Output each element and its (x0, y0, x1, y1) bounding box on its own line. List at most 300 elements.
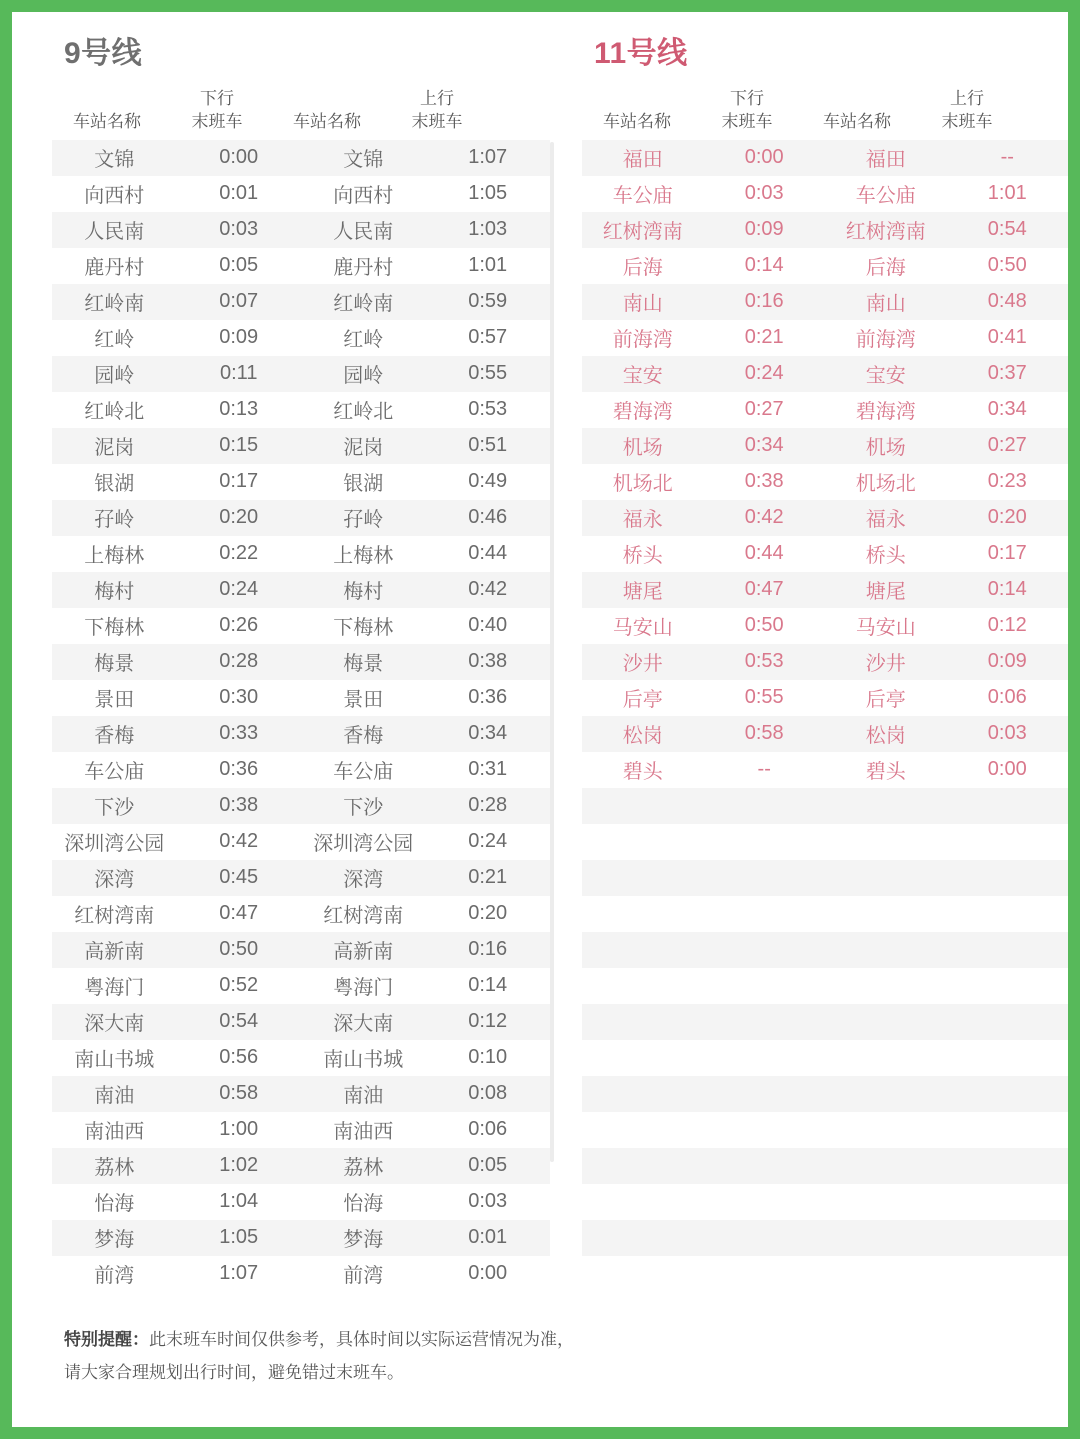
empty-cell (825, 1184, 947, 1220)
line-9-table (52, 140, 550, 1292)
empty-cell (703, 1184, 825, 1220)
empty-cell (703, 860, 825, 896)
line-9-block (12, 12, 550, 1292)
table-row (52, 896, 550, 932)
table-row (52, 284, 550, 320)
table-row (582, 284, 1068, 320)
station-name-down: 粤海门 (84, 977, 145, 1000)
last-train-down: 0:00 (744, 146, 784, 169)
station-name-down: 人民南 (84, 221, 145, 244)
last-train-up: 0:08 (468, 1082, 508, 1105)
table-row (582, 212, 1068, 248)
station-name-down: 后亭 (622, 689, 663, 712)
empty-cell (582, 788, 704, 824)
last-train-up: 0:38 (468, 650, 508, 673)
empty-cell (825, 860, 947, 896)
last-train-up: 0:54 (987, 218, 1027, 241)
last-train-down: 0:24 (219, 578, 259, 601)
table-row (52, 608, 550, 644)
last-train-down: 1:05 (219, 1226, 259, 1249)
last-train-up: 0:17 (987, 542, 1027, 565)
last-train-down: 0:14 (744, 254, 784, 277)
table-row (52, 1004, 550, 1040)
last-train-up: 0:06 (987, 686, 1027, 709)
empty-cell (703, 968, 825, 1004)
last-train-down: 0:30 (219, 686, 259, 709)
station-name-up: 松岗 (865, 725, 906, 748)
station-name-up: 粤海门 (333, 977, 394, 1000)
table-row (52, 320, 550, 356)
last-train-down: 0:21 (744, 326, 784, 349)
footer-note (64, 1324, 574, 1389)
line-11-title: 11号线 (593, 37, 688, 70)
station-name-up: 福田 (865, 149, 906, 172)
last-train-down: 0:13 (219, 398, 259, 421)
station-name-up: 碧海湾 (855, 401, 916, 424)
table-row-empty (582, 1076, 1068, 1112)
footer-text-1: 此末班车时间仅供参考，具体时间以实际运营情况为准， (149, 1330, 574, 1350)
last-train-down: 0:42 (744, 506, 784, 529)
empty-cell (703, 788, 825, 824)
line-11-down-lastlabel: 末班车 (721, 111, 773, 131)
last-train-up: 0:16 (468, 938, 508, 961)
empty-cell (825, 1112, 947, 1148)
table-row-empty (582, 788, 1068, 824)
station-name-up: 塘尾 (865, 581, 906, 604)
table-row-empty (582, 860, 1068, 896)
table-row (582, 176, 1068, 212)
empty-cell (946, 1184, 1068, 1220)
table-row (52, 788, 550, 824)
station-name-up: 梦海 (343, 1229, 384, 1252)
station-name-down: 南山书城 (74, 1049, 155, 1072)
station-name-down: 荔林 (94, 1157, 135, 1180)
table-row (52, 140, 550, 176)
station-name-up: 上梅林 (333, 545, 394, 568)
table-row (582, 536, 1068, 572)
station-name-down: 园岭 (94, 365, 135, 388)
timetable-columns (12, 12, 1068, 1292)
table-row (582, 608, 1068, 644)
station-name-down: 红岭南 (84, 293, 145, 316)
station-name-down: 深圳湾公园 (64, 833, 165, 856)
last-train-up: 1:01 (468, 254, 508, 277)
empty-cell (825, 824, 947, 860)
last-train-up: 0:03 (987, 722, 1027, 745)
station-name-down: 下梅林 (84, 617, 145, 640)
empty-cell (582, 860, 704, 896)
station-name-up: 机场北 (855, 473, 916, 496)
last-train-down: 0:58 (219, 1082, 259, 1105)
station-name-down: 南油 (94, 1085, 135, 1108)
empty-cell (825, 1220, 947, 1256)
last-train-down: 0:00 (219, 146, 259, 169)
line-11-header-station-down: 车站名称 (602, 111, 671, 131)
empty-cell (582, 1076, 704, 1112)
station-name-up: 南油西 (333, 1121, 394, 1144)
last-train-down: 1:00 (219, 1118, 259, 1141)
table-row (582, 392, 1068, 428)
last-train-down: 0:34 (744, 434, 784, 457)
last-train-up: 0:41 (987, 326, 1027, 349)
last-train-up: 0:06 (468, 1118, 508, 1141)
station-name-down: 碧海湾 (612, 401, 673, 424)
last-train-up: 0:05 (468, 1154, 508, 1177)
station-name-up: 荔林 (343, 1157, 384, 1180)
empty-cell (582, 896, 704, 932)
last-train-up: 0:40 (468, 614, 508, 637)
last-train-down: 0:47 (744, 578, 784, 601)
station-name-down: 机场北 (612, 473, 673, 496)
table-row (582, 248, 1068, 284)
empty-cell (946, 1148, 1068, 1184)
station-name-down: 马安山 (612, 617, 673, 640)
last-train-down: -- (757, 758, 771, 781)
station-name-down: 宝安 (622, 365, 663, 388)
empty-cell (825, 1004, 947, 1040)
table-row (52, 1076, 550, 1112)
last-train-up: 0:24 (468, 830, 508, 853)
station-name-up: 前海湾 (855, 329, 916, 352)
empty-cell (946, 1076, 1068, 1112)
last-train-down: 0:09 (219, 326, 259, 349)
last-train-up: 0:10 (468, 1046, 508, 1069)
station-name-up: 深大南 (333, 1013, 394, 1036)
last-train-up: 0:23 (987, 470, 1027, 493)
empty-cell (582, 968, 704, 1004)
table-row (52, 1148, 550, 1184)
station-name-down: 泥岗 (94, 437, 135, 460)
station-name-down: 车公庙 (84, 761, 145, 784)
table-row (582, 572, 1068, 608)
table-row (52, 716, 550, 752)
empty-cell (703, 1076, 825, 1112)
empty-cell (703, 824, 825, 860)
last-train-up: 0:46 (468, 506, 508, 529)
last-train-down: 0:54 (219, 1010, 259, 1033)
last-train-down: 0:52 (219, 974, 259, 997)
last-train-up: 0:20 (468, 902, 508, 925)
station-name-down: 向西村 (84, 185, 145, 208)
empty-cell (703, 1040, 825, 1076)
table-row (52, 680, 550, 716)
last-train-up: 0:31 (468, 758, 508, 781)
table-row-empty (582, 1184, 1068, 1220)
station-name-down: 上梅林 (84, 545, 145, 568)
table-row-empty (582, 1220, 1068, 1256)
station-name-up: 香梅 (343, 725, 384, 748)
line-9-title: 9号线 (64, 37, 143, 70)
last-train-up: 0:48 (987, 290, 1027, 313)
table-row-empty (582, 968, 1068, 1004)
station-name-down: 机场 (622, 437, 663, 460)
last-train-up: 0:59 (468, 290, 508, 313)
station-name-up: 红树湾南 (845, 221, 926, 244)
table-row (52, 968, 550, 1004)
table-row (52, 464, 550, 500)
empty-cell (582, 1004, 704, 1040)
last-train-up: 0:01 (468, 1226, 508, 1249)
empty-cell (582, 1220, 704, 1256)
table-row (52, 1040, 550, 1076)
table-row (52, 536, 550, 572)
station-name-up: 深湾 (343, 869, 384, 892)
last-train-down: 0:53 (744, 650, 784, 673)
last-train-up: 0:55 (468, 362, 508, 385)
station-name-down: 松岗 (622, 725, 663, 748)
table-row (52, 176, 550, 212)
line-9-down-lastlabel: 末班车 (191, 111, 243, 131)
table-row (52, 824, 550, 860)
empty-cell (946, 896, 1068, 932)
line-11-up-direction: 上行 (949, 89, 984, 108)
line-9-header-down (162, 88, 272, 134)
empty-cell (946, 1040, 1068, 1076)
last-train-down: 0:22 (219, 542, 259, 565)
last-train-down: 0:05 (219, 254, 259, 277)
last-train-up: 0:36 (468, 686, 508, 709)
table-row (582, 680, 1068, 716)
station-name-up: 红岭北 (333, 401, 394, 424)
empty-cell (825, 1040, 947, 1076)
empty-cell (946, 968, 1068, 1004)
station-name-up: 沙井 (865, 653, 906, 676)
last-train-down: 0:42 (219, 830, 259, 853)
line-9-header-station-up: 车站名称 (293, 111, 361, 131)
empty-cell (703, 1220, 825, 1256)
last-train-down: 0:26 (219, 614, 259, 637)
table-row (582, 752, 1068, 788)
station-name-down: 前湾 (94, 1265, 135, 1288)
station-name-down: 高新南 (84, 941, 145, 964)
footer-label: 特别提醒： (64, 1330, 149, 1350)
last-train-down: 0:27 (744, 398, 784, 421)
last-train-down: 0:38 (219, 794, 259, 817)
station-name-up: 后亭 (865, 689, 906, 712)
last-train-down: 0:15 (219, 434, 259, 457)
station-name-down: 碧头 (622, 761, 663, 784)
last-train-up: 0:50 (987, 254, 1027, 277)
last-train-down: 0:07 (219, 290, 259, 313)
line-9-down-direction: 下行 (200, 89, 234, 108)
last-train-down: 0:09 (744, 218, 784, 241)
station-name-up: 深圳湾公园 (313, 833, 414, 856)
table-row (52, 860, 550, 896)
table-row (52, 392, 550, 428)
table-row-empty (582, 932, 1068, 968)
last-train-up: 0:37 (987, 362, 1027, 385)
station-name-up: 机场 (865, 437, 906, 460)
station-name-up: 后海 (865, 257, 906, 280)
station-name-down: 梅村 (94, 581, 135, 604)
station-name-up: 红岭南 (333, 293, 394, 316)
table-row (52, 356, 550, 392)
last-train-down: 1:02 (219, 1154, 259, 1177)
table-row (52, 932, 550, 968)
station-name-up: 红树湾南 (323, 905, 404, 928)
line-9-header-station-down: 车站名称 (73, 111, 141, 131)
table-row (582, 140, 1068, 176)
empty-cell (825, 788, 947, 824)
last-train-down: 0:55 (744, 686, 784, 709)
table-row (52, 1112, 550, 1148)
last-train-down: 0:01 (219, 182, 259, 205)
station-name-up: 怡海 (343, 1193, 384, 1216)
empty-cell (582, 932, 704, 968)
station-name-up: 车公庙 (333, 761, 394, 784)
line-11-header-station-up: 车站名称 (822, 111, 891, 131)
station-name-down: 红树湾南 (74, 905, 155, 928)
empty-cell (582, 1184, 704, 1220)
last-train-up: 0:42 (468, 578, 508, 601)
line-11-header-down (692, 88, 802, 134)
line-11-header-row (582, 80, 1068, 140)
empty-cell (582, 1112, 704, 1148)
last-train-down: 0:58 (744, 722, 784, 745)
empty-cell (946, 1004, 1068, 1040)
station-name-up: 碧头 (865, 761, 906, 784)
station-name-up: 文锦 (343, 149, 384, 172)
last-train-up: 0:53 (468, 398, 508, 421)
station-name-up: 鹿丹村 (333, 257, 394, 280)
table-row (582, 428, 1068, 464)
last-train-down: 0:17 (219, 470, 259, 493)
empty-cell (946, 860, 1068, 896)
last-train-up: 0:49 (468, 470, 508, 493)
empty-cell (582, 1148, 704, 1184)
station-name-down: 文锦 (94, 149, 135, 172)
station-name-down: 福永 (622, 509, 663, 532)
table-row-empty (582, 1112, 1068, 1148)
last-train-up: 0:34 (468, 722, 508, 745)
last-train-up: -- (1000, 146, 1014, 169)
empty-cell (825, 932, 947, 968)
table-row (52, 572, 550, 608)
station-name-down: 景田 (94, 689, 135, 712)
station-name-down: 深湾 (94, 869, 135, 892)
station-name-down: 孖岭 (94, 509, 135, 532)
empty-cell (703, 1148, 825, 1184)
line-11-down-direction: 下行 (729, 89, 764, 108)
last-train-up: 0:20 (987, 506, 1027, 529)
last-train-up: 0:00 (987, 758, 1027, 781)
station-name-down: 桥头 (622, 545, 663, 568)
station-name-up: 马安山 (855, 617, 916, 640)
last-train-down: 0:03 (744, 182, 784, 205)
line-9-up-direction: 上行 (420, 89, 454, 108)
table-row-empty (582, 896, 1068, 932)
station-name-up: 车公庙 (855, 185, 916, 208)
last-train-down: 0:50 (219, 938, 259, 961)
station-name-down: 红树湾南 (602, 221, 683, 244)
last-train-up: 0:12 (468, 1010, 508, 1033)
line-11-header-up (912, 88, 1022, 134)
footer-line-2: 请大家合理规划出行时间，避免错过末班车。 (64, 1362, 404, 1382)
empty-cell (946, 1220, 1068, 1256)
station-name-up: 园岭 (343, 365, 384, 388)
empty-cell (703, 1112, 825, 1148)
table-row (582, 500, 1068, 536)
last-train-down: 0:20 (219, 506, 259, 529)
table-row-empty (582, 1148, 1068, 1184)
station-name-down: 鹿丹村 (84, 257, 145, 280)
line-11-up-lastlabel: 末班车 (941, 111, 993, 131)
station-name-down: 前海湾 (612, 329, 673, 352)
last-train-down: 0:50 (744, 614, 784, 637)
table-row (52, 752, 550, 788)
footer-line-1 (64, 1324, 574, 1356)
empty-cell (946, 824, 1068, 860)
station-name-up: 南山书城 (323, 1049, 404, 1072)
line-9-up-lastlabel: 末班车 (411, 111, 463, 131)
station-name-up: 南油 (343, 1085, 384, 1108)
last-train-up: 1:03 (468, 218, 508, 241)
station-name-up: 梅景 (343, 653, 384, 676)
last-train-up: 0:27 (987, 434, 1027, 457)
table-row (52, 1256, 550, 1292)
station-name-up: 向西村 (333, 185, 394, 208)
last-train-up: 0:03 (468, 1190, 508, 1213)
station-name-down: 银湖 (94, 473, 135, 496)
table-row (52, 248, 550, 284)
last-train-up: 0:21 (468, 866, 508, 889)
last-train-down: 0:56 (219, 1046, 259, 1069)
last-train-down: 0:11 (220, 362, 258, 385)
last-train-up: 0:14 (987, 578, 1027, 601)
last-train-up: 0:44 (468, 542, 508, 565)
line-9-header-row (52, 80, 550, 140)
last-train-up: 0:14 (468, 974, 508, 997)
station-name-down: 梦海 (94, 1229, 135, 1252)
station-name-down: 梅景 (94, 653, 135, 676)
station-name-down: 车公庙 (612, 185, 673, 208)
station-name-down: 南油西 (84, 1121, 145, 1144)
station-name-up: 孖岭 (343, 509, 384, 532)
last-train-up: 1:01 (987, 182, 1027, 205)
last-train-down: 0:36 (219, 758, 259, 781)
last-train-up: 1:07 (468, 146, 508, 169)
station-name-up: 红岭 (343, 329, 384, 352)
table-row-empty (582, 824, 1068, 860)
empty-cell (946, 1112, 1068, 1148)
table-row (52, 1184, 550, 1220)
last-train-down: 1:04 (219, 1190, 259, 1213)
table-row (52, 428, 550, 464)
last-train-down: 0:16 (744, 290, 784, 313)
last-train-up: 0:51 (468, 434, 508, 457)
station-name-up: 高新南 (333, 941, 394, 964)
last-train-down: 0:03 (219, 218, 259, 241)
table-row (582, 356, 1068, 392)
station-name-up: 福永 (865, 509, 906, 532)
empty-cell (946, 932, 1068, 968)
table-row (52, 212, 550, 248)
station-name-up: 人民南 (333, 221, 394, 244)
last-train-down: 0:45 (219, 866, 259, 889)
empty-cell (825, 1076, 947, 1112)
empty-cell (582, 1040, 704, 1076)
last-train-down: 0:44 (744, 542, 784, 565)
last-train-up: 0:57 (468, 326, 508, 349)
empty-cell (825, 1148, 947, 1184)
last-train-up: 0:00 (468, 1262, 508, 1285)
table-row (582, 320, 1068, 356)
empty-cell (825, 896, 947, 932)
station-name-down: 香梅 (94, 725, 135, 748)
table-row (582, 464, 1068, 500)
station-name-up: 梅村 (343, 581, 384, 604)
table-row (582, 644, 1068, 680)
